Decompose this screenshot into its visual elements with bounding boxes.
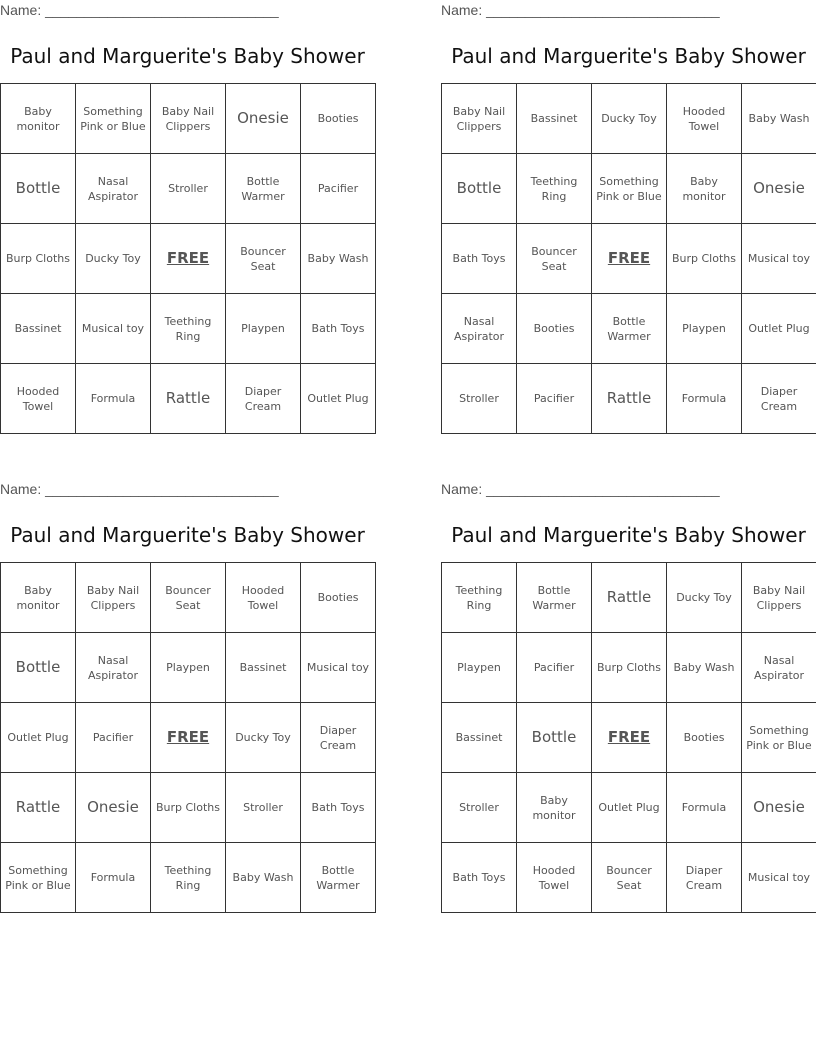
bingo-cell: Booties [667,703,742,773]
bingo-row [442,703,816,773]
bingo-cell: Baby Wash [301,224,376,294]
card-title: Paul and Marguerite's Baby Shower [451,44,806,68]
bingo-row [442,84,816,154]
bingo-cell: Musical toy [76,294,151,364]
bingo-cell: Bottle [442,154,517,224]
bingo-row [1,364,376,434]
bingo-cell: Diaper Cream [742,364,816,434]
bingo-cell: Pacifier [76,703,151,773]
bingo-cell: Playpen [667,294,742,364]
bingo-cell: Nasal Aspirator [76,154,151,224]
bingo-cell: Rattle [592,364,667,434]
bingo-cell: Bassinet [1,294,76,364]
bingo-cell: Bath Toys [442,224,517,294]
bingo-cell: Booties [301,84,376,154]
bingo-row [1,843,376,913]
bingo-cell: Burp Cloths [592,633,667,703]
bingo-cell: Bassinet [517,84,592,154]
bingo-cell: Something Pink or Blue [592,154,667,224]
free-space-cell: FREE [592,224,667,294]
bingo-cell: Something Pink or Blue [76,84,151,154]
bingo-grid [0,83,376,434]
bingo-row [1,633,376,703]
bingo-cell: Pacifier [517,633,592,703]
bingo-grid [441,83,816,434]
bingo-cell: Formula [76,843,151,913]
bingo-cell: Bottle [517,703,592,773]
bingo-cell: Outlet Plug [301,364,376,434]
bingo-cell: Diaper Cream [667,843,742,913]
bingo-cell: Baby Nail Clippers [442,84,517,154]
bingo-cell: Bottle Warmer [301,843,376,913]
bingo-cell: Ducky Toy [226,703,301,773]
bingo-cell: Baby Wash [667,633,742,703]
bingo-cell: Hooded Towel [517,843,592,913]
bingo-row [442,633,816,703]
bingo-cell: Stroller [151,154,226,224]
card-title: Paul and Marguerite's Baby Shower [10,44,365,68]
bingo-cell: Musical toy [301,633,376,703]
bingo-cell: Bottle Warmer [592,294,667,364]
bingo-cell: Nasal Aspirator [442,294,517,364]
name-field-label: Name: ______________________________ [441,481,720,497]
bingo-cell: Burp Cloths [151,773,226,843]
bingo-cell: Bassinet [442,703,517,773]
bingo-cell: Diaper Cream [301,703,376,773]
bingo-cell: Rattle [592,563,667,633]
bingo-cell: Pacifier [517,364,592,434]
bingo-cell: Rattle [151,364,226,434]
bingo-cell: Hooded Towel [1,364,76,434]
bingo-cell: Bouncer Seat [592,843,667,913]
bingo-cell: Diaper Cream [226,364,301,434]
bingo-cell: Baby monitor [1,84,76,154]
bingo-cell: Bouncer Seat [226,224,301,294]
bingo-cell: Bottle [1,154,76,224]
bingo-cell: Baby monitor [517,773,592,843]
bingo-row [442,843,816,913]
name-field-label: Name: ______________________________ [0,2,279,18]
bingo-row [442,364,816,434]
bingo-cell: Onesie [742,773,816,843]
bingo-cell: Bottle [1,633,76,703]
bingo-cell: Teething Ring [517,154,592,224]
bingo-cell: Baby Nail Clippers [742,563,816,633]
bingo-cell: Hooded Towel [667,84,742,154]
bingo-cell: Ducky Toy [667,563,742,633]
bingo-row [442,773,816,843]
bingo-cell: Outlet Plug [1,703,76,773]
bingo-cell: Bath Toys [301,773,376,843]
bingo-row [442,154,816,224]
bingo-cell: Bath Toys [301,294,376,364]
bingo-cell: Formula [667,773,742,843]
bingo-cell: Onesie [742,154,816,224]
bingo-cell: Outlet Plug [742,294,816,364]
bingo-cell: Teething Ring [151,843,226,913]
bingo-row [442,294,816,364]
bingo-cell: Playpen [151,633,226,703]
free-space-cell: FREE [151,224,226,294]
bingo-row [1,703,376,773]
bingo-cell: Burp Cloths [1,224,76,294]
bingo-row [1,773,376,843]
bingo-cell: Onesie [76,773,151,843]
name-field-label: Name: ______________________________ [0,481,279,497]
free-space-cell: FREE [151,703,226,773]
bingo-cell: Formula [76,364,151,434]
bingo-cell: Rattle [1,773,76,843]
bingo-cell: Bottle Warmer [226,154,301,224]
bingo-cell: Booties [301,563,376,633]
bingo-cell: Nasal Aspirator [742,633,816,703]
bingo-cell: Stroller [442,364,517,434]
bingo-cell: Stroller [442,773,517,843]
bingo-cell: Bassinet [226,633,301,703]
bingo-cell: Something Pink or Blue [742,703,816,773]
bingo-row [1,84,376,154]
bingo-cell: Baby monitor [667,154,742,224]
bingo-cell: Burp Cloths [667,224,742,294]
bingo-cell: Ducky Toy [76,224,151,294]
bingo-cell: Bouncer Seat [517,224,592,294]
bingo-row [442,224,816,294]
bingo-row [442,563,816,633]
bingo-cell: Booties [517,294,592,364]
bingo-cell: Baby monitor [1,563,76,633]
bingo-grid [441,562,816,913]
bingo-cell: Nasal Aspirator [76,633,151,703]
bingo-cell: Musical toy [742,843,816,913]
bingo-grid [0,562,376,913]
bingo-cell: Stroller [226,773,301,843]
bingo-cell: Bath Toys [442,843,517,913]
bingo-cell: Playpen [226,294,301,364]
bingo-cell: Baby Wash [226,843,301,913]
bingo-row [1,563,376,633]
bingo-cell: Baby Nail Clippers [151,84,226,154]
bingo-cell: Bouncer Seat [151,563,226,633]
bingo-row [1,294,376,364]
bingo-cell: Musical toy [742,224,816,294]
bingo-cell: Formula [667,364,742,434]
bingo-cell: Playpen [442,633,517,703]
bingo-cell: Teething Ring [442,563,517,633]
bingo-cell: Ducky Toy [592,84,667,154]
card-title: Paul and Marguerite's Baby Shower [451,523,806,547]
bingo-cell: Pacifier [301,154,376,224]
bingo-cell: Teething Ring [151,294,226,364]
name-field-label: Name: ______________________________ [441,2,720,18]
bingo-cell: Baby Nail Clippers [76,563,151,633]
bingo-cell: Baby Wash [742,84,816,154]
bingo-cell: Onesie [226,84,301,154]
bingo-cell: Something Pink or Blue [1,843,76,913]
bingo-cell: Bottle Warmer [517,563,592,633]
bingo-cell: Hooded Towel [226,563,301,633]
bingo-row [1,224,376,294]
card-title: Paul and Marguerite's Baby Shower [10,523,365,547]
bingo-cell: Outlet Plug [592,773,667,843]
bingo-row [1,154,376,224]
free-space-cell: FREE [592,703,667,773]
